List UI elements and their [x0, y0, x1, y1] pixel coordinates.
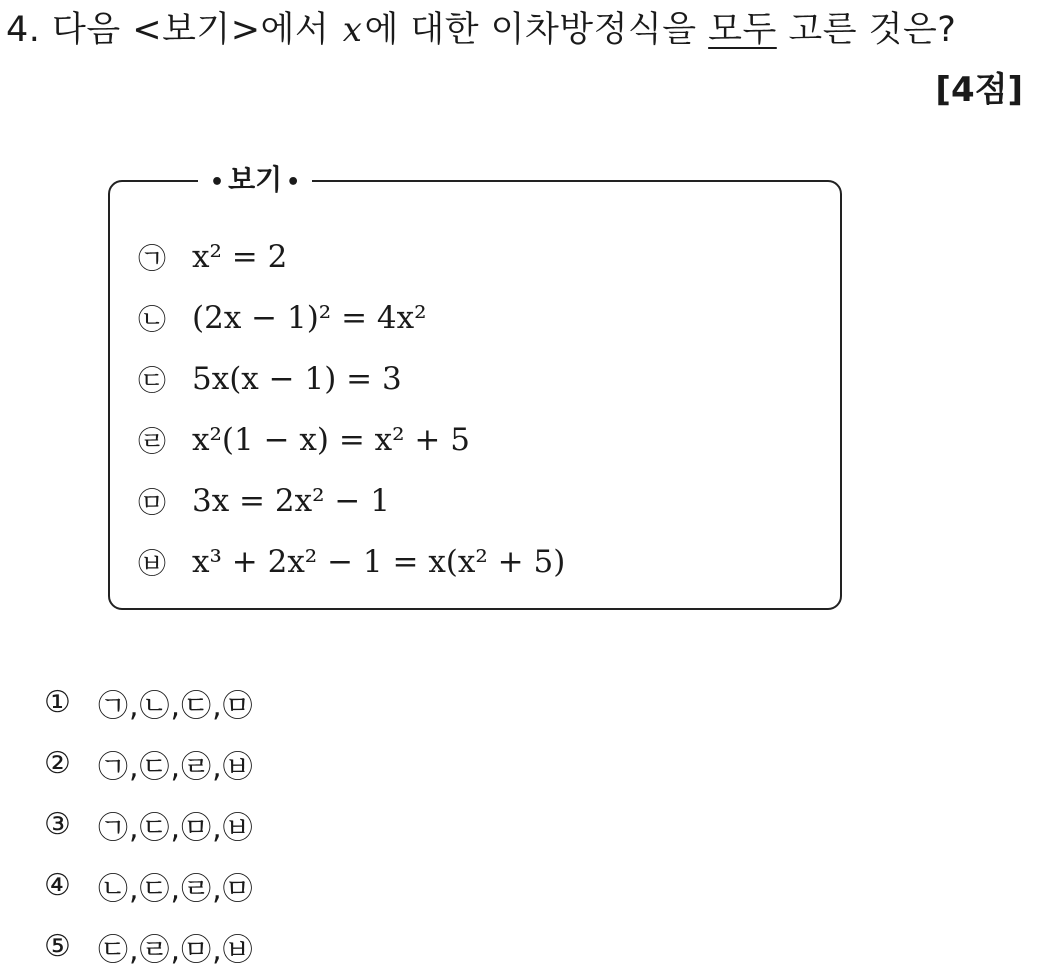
answer-choice-1[interactable] — [44, 672, 254, 733]
question-middle: 에 대한 이차방정식을 — [364, 10, 709, 50]
answer-choice-4[interactable] — [44, 855, 254, 916]
equation-text: x² = 2 — [192, 238, 288, 275]
equation-list — [138, 226, 565, 592]
choice-text: ㉠,㉢,㉤,㉥ — [98, 810, 254, 846]
equation-marker: ㉡ — [138, 302, 167, 336]
question-text — [6, 6, 1046, 54]
equation-marker: ㉠ — [138, 241, 167, 275]
choice-number: ④ — [44, 868, 71, 903]
equation-text: (2x − 1)² = 4x² — [192, 299, 427, 336]
example-box-title — [198, 160, 312, 203]
equation-marker: ㉣ — [138, 424, 167, 458]
choice-number: ① — [44, 685, 71, 720]
choice-number: ③ — [44, 807, 71, 842]
choice-text: ㉢,㉣,㉤,㉥ — [98, 932, 254, 968]
question-prefix: 4. 다음 <보기>에서 — [6, 10, 341, 50]
equation-item — [138, 531, 565, 592]
answer-choice-5[interactable] — [44, 916, 254, 977]
question-points: [4점] — [935, 70, 1023, 110]
question-suffix: 고른 것은? — [776, 10, 957, 50]
question-variable: x — [342, 10, 363, 50]
example-box — [108, 163, 842, 610]
answer-choice-2[interactable] — [44, 733, 254, 794]
answer-choice-3[interactable] — [44, 794, 254, 855]
title-bullet-right: • — [286, 170, 301, 195]
equation-item — [138, 348, 565, 409]
equation-text: x³ + 2x² − 1 = x(x² + 5) — [192, 543, 566, 580]
equation-text: 3x = 2x² − 1 — [192, 482, 390, 519]
equation-item — [138, 470, 565, 531]
answer-choices — [44, 672, 254, 977]
equation-item — [138, 287, 565, 348]
choice-text: ㉠,㉡,㉢,㉤ — [98, 688, 254, 724]
choice-text: ㉠,㉢,㉣,㉥ — [98, 749, 254, 785]
choice-number: ② — [44, 746, 71, 781]
example-box-title-label: 보기 — [228, 163, 283, 196]
choice-text: ㉡,㉢,㉣,㉤ — [98, 871, 254, 907]
equation-item — [138, 226, 565, 287]
title-bullet-left: • — [210, 170, 225, 195]
equation-text: x²(1 − x) = x² + 5 — [192, 421, 470, 458]
equation-marker: ㉢ — [138, 363, 167, 397]
equation-marker: ㉤ — [138, 485, 167, 519]
equation-text: 5x(x − 1) = 3 — [192, 360, 402, 397]
equation-item — [138, 409, 565, 470]
question-underlined-word: 모두 — [708, 10, 777, 50]
choice-number: ⑤ — [44, 929, 71, 964]
equation-marker: ㉥ — [138, 546, 167, 580]
